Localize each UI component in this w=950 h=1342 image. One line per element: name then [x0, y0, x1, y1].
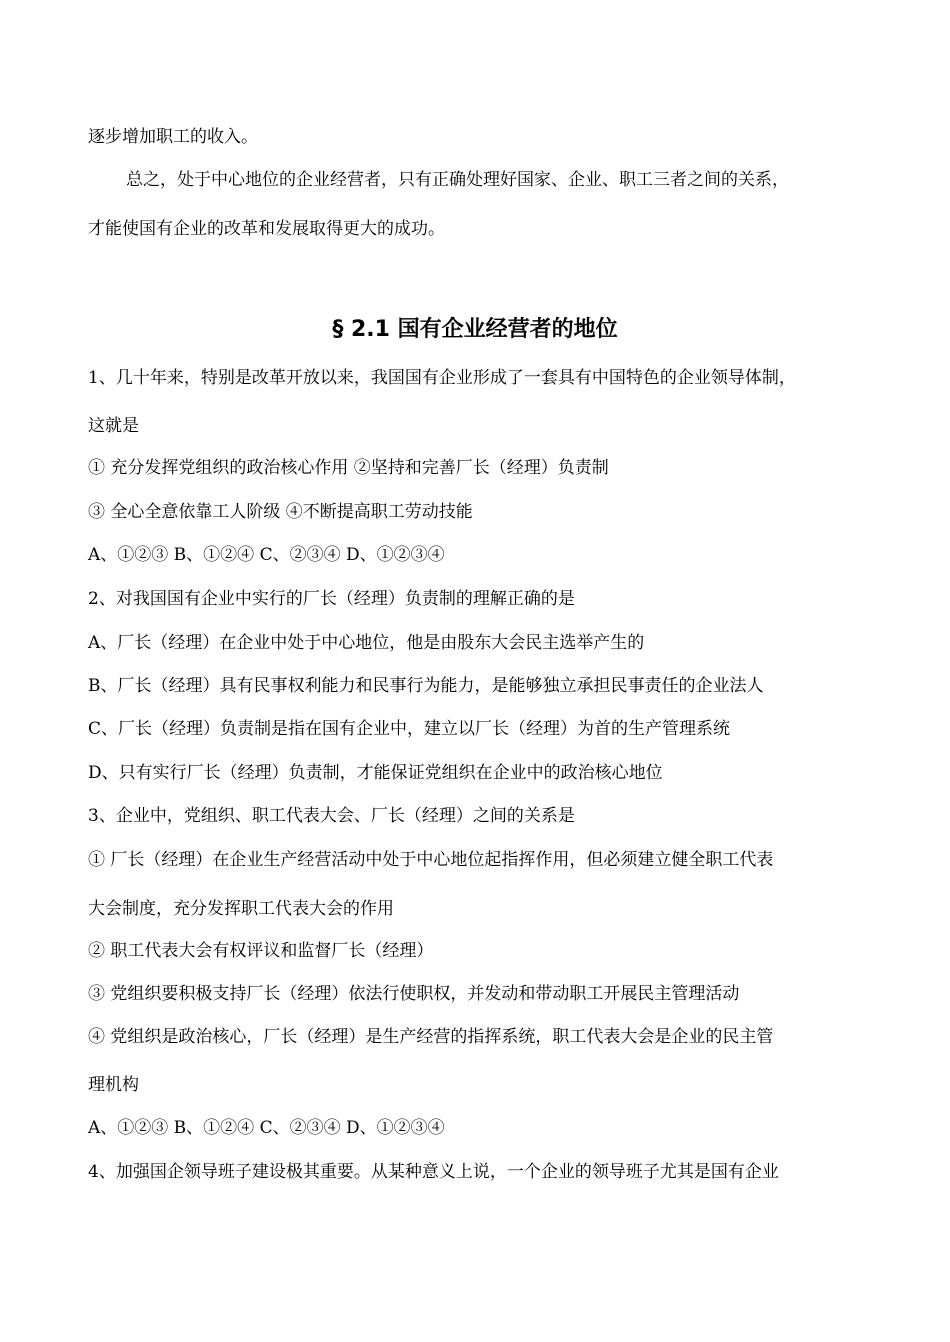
- q2-option-d: D、只有实行厂长（经理）负责制，才能保证党组织在企业中的政治核心地位: [88, 763, 663, 783]
- q1-stem-line-2: 这就是: [88, 416, 139, 436]
- q2-option-a: A、厂长（经理）在企业中处于中心地位，他是由股东大会民主选举产生的: [88, 633, 645, 653]
- q2-option-b: B、厂长（经理）具有民事权利能力和民事行为能力，是能够独立承担民事责任的企业法人: [88, 676, 764, 696]
- q4-stem-line-1: 4、加强国企领导班子建设极其重要。从某种意义上说，一个企业的领导班子尤其是国有企业: [88, 1162, 779, 1182]
- q2-stem: 2、对我国国有企业中实行的厂长（经理）负责制的理解正确的是: [88, 589, 575, 609]
- q1-items-line-1: ① 充分发挥党组织的政治核心作用 ②坚持和完善厂长（经理）负责制: [88, 458, 609, 478]
- q3-choices: A、①②③ B、①②④ C、②③④ D、①②③④: [88, 1118, 445, 1138]
- section-title: § 2.1 国有企业经营者的地位: [332, 317, 618, 342]
- conclusion-paragraph-line-2: 才能使国有企业的改革和发展取得更大的成功。: [88, 219, 445, 239]
- intro-paragraph-tail: 逐步增加职工的收入。: [88, 127, 258, 147]
- q2-option-c: C、厂长（经理）负责制是指在国有企业中，建立以厂长（经理）为首的生产管理系统: [88, 719, 731, 739]
- q1-stem-line-1: 1、几十年来，特别是改革开放以来，我国国有企业形成了一套具有中国特色的企业领导体制，: [88, 368, 796, 388]
- q3-stem: 3、企业中，党组织、职工代表大会、厂长（经理）之间的关系是: [88, 806, 575, 826]
- q3-item-4-line-1: ④ 党组织是政治核心，厂长（经理）是生产经营的指挥系统，职工代表大会是企业的民主管: [88, 1027, 774, 1047]
- q3-item-2: ② 职工代表大会有权评议和监督厂长（经理）: [88, 941, 434, 961]
- q3-item-4-line-2: 理机构: [88, 1075, 139, 1095]
- q1-items-line-2: ③ 全心全意依靠工人阶级 ④不断提高职工劳动技能: [88, 502, 473, 522]
- q3-item-1-line-2: 大会制度，充分发挥职工代表大会的作用: [88, 899, 394, 919]
- q1-choices: A、①②③ B、①②④ C、②③④ D、①②③④: [88, 545, 445, 565]
- q3-item-1-line-1: ① 厂长（经理）在企业生产经营活动中处于中心地位起指挥作用，但必须建立健全职工代表: [88, 850, 774, 870]
- conclusion-paragraph-line-1: 总之，处于中心地位的企业经营者，只有正确处理好国家、企业、职工三者之间的关系，: [126, 170, 789, 190]
- q3-item-3: ③ 党组织要积极支持厂长（经理）依法行使职权，并发动和带动职工开展民主管理活动: [88, 984, 740, 1004]
